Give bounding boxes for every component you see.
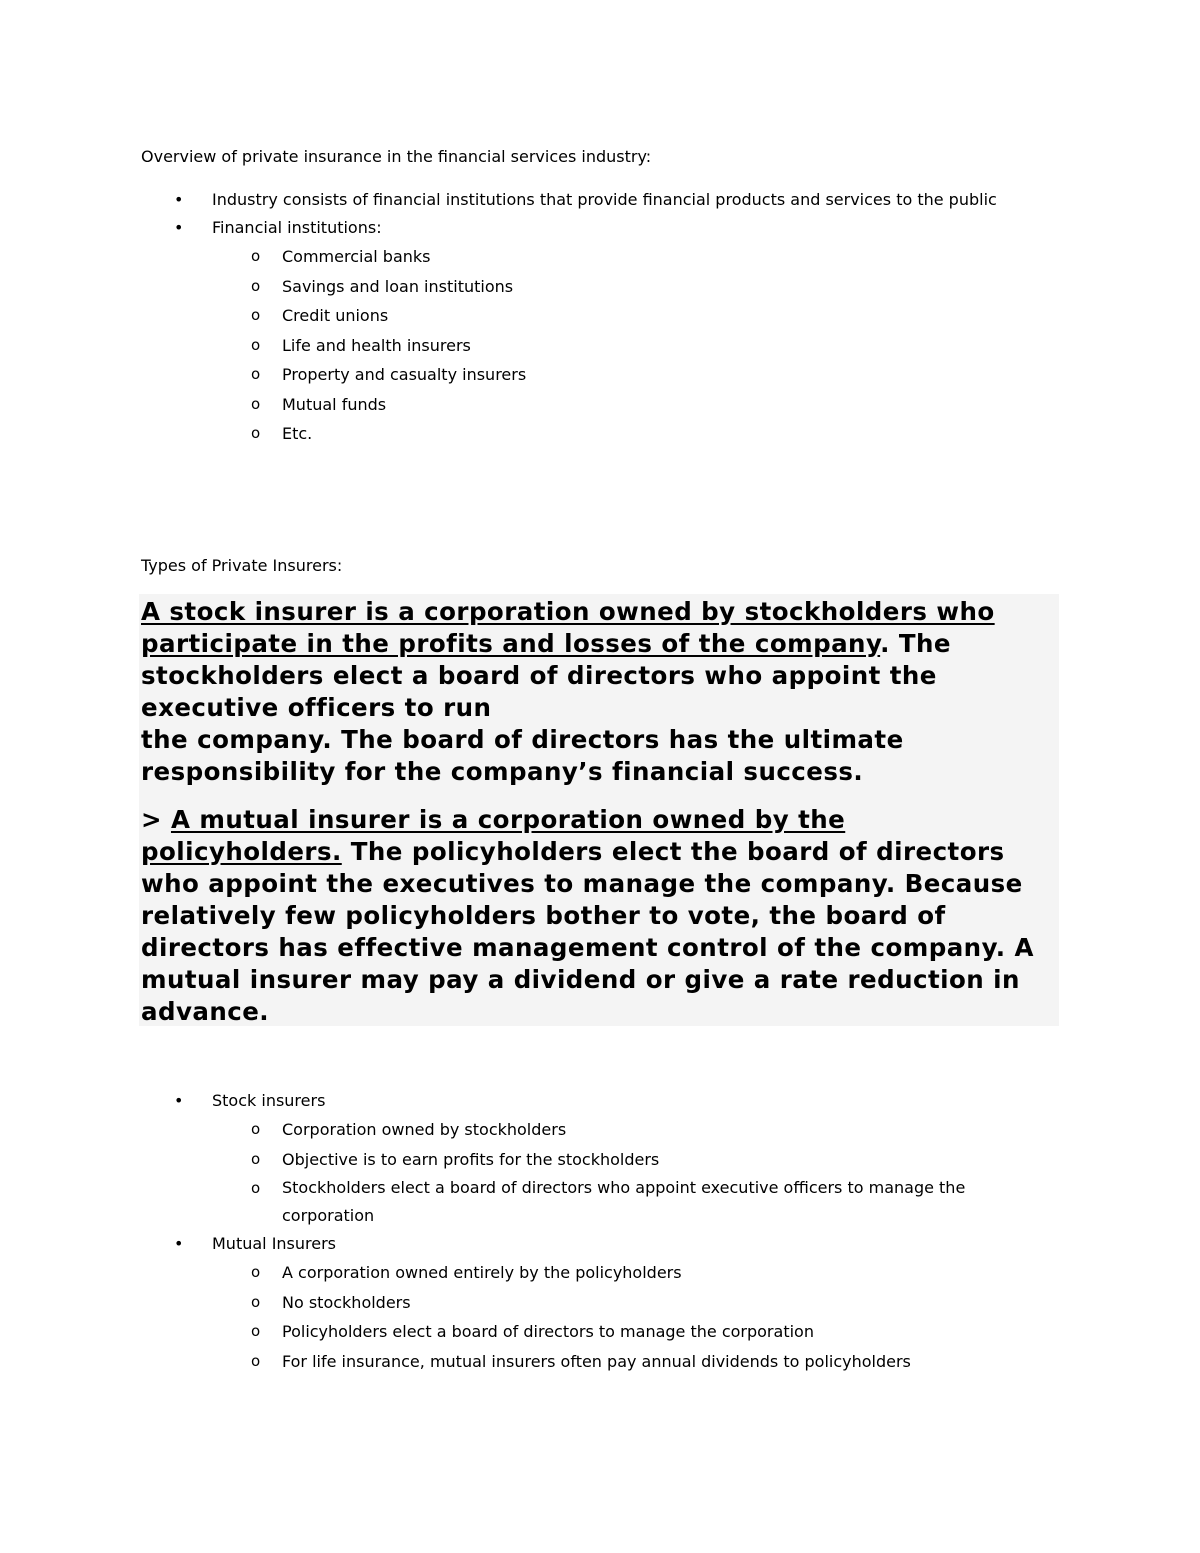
sub-list-item-text: Corporation owned by stockholders: [282, 1120, 567, 1139]
sub-list-item: [0, 1288, 1042, 1318]
sub-list-item: [0, 390, 1042, 420]
sub-bullet-icon: o: [251, 1149, 261, 1168]
sub-list-item-text: Life and health insurers: [282, 335, 471, 355]
quote-marker: >: [141, 805, 171, 834]
list-item: [0, 186, 1012, 214]
sub-list-item-text: For life insurance, mutual insurers often pay annual dividends to policyholders: [282, 1351, 911, 1371]
stock-insurer-text: . The stockholders elect a board of directors who appoint the executive officers to run: [141, 629, 951, 722]
mutual-insurer-definition: A mutual insurer is a corporation owned by the policyholders.: [141, 805, 846, 866]
types-heading: Types of Private Insurers:: [141, 556, 343, 575]
sub-list-item: [0, 1347, 1042, 1377]
sub-bullet-icon: o: [251, 1120, 261, 1138]
sub-bullet-icon: o: [251, 1263, 261, 1281]
sub-list-item: [0, 360, 1042, 390]
overview-list: [0, 186, 1200, 449]
sub-list-item: [0, 1115, 1042, 1145]
sub-list-item-text: A corporation owned entirely by the policyholders: [282, 1263, 682, 1282]
stock-insurer-definition: A stock insurer is a corporation owned by stockholders who participate in the profits and losses of the company: [141, 597, 995, 658]
sub-list-item: [0, 1174, 1042, 1230]
list-item-text: Stock insurers: [212, 1091, 326, 1110]
bullet-icon: •: [174, 218, 184, 237]
list-item-text: Financial institutions:: [212, 218, 382, 237]
sub-list-item: [0, 301, 1042, 331]
stock-insurer-paragraph: [141, 596, 1051, 788]
overview-heading: Overview of private insurance in the financial services industry:: [141, 147, 652, 166]
sub-bullet-icon: o: [251, 424, 261, 442]
sub-list-item: [0, 1145, 1042, 1175]
list-item: [0, 1087, 1012, 1115]
sub-bullet-icon: o: [251, 306, 261, 324]
list-item: [0, 1230, 1012, 1258]
sub-bullet-icon: o: [251, 394, 261, 413]
sub-bullet-icon: o: [251, 1292, 261, 1311]
list-item-text: Industry consists of financial institutions that provide financial products and services to the public: [212, 190, 997, 209]
stock-insurer-text-continued: the company. The board of directors has the ultimate responsibility for the company’s financial success.: [141, 725, 904, 786]
sub-list-item-text: Mutual funds: [282, 394, 387, 414]
mutual-insurer-text: The policyholders elect the board of directors who appoint the executives to manage the company. Because relatively few policyholders bother to vote, the board of directors has effective management control of the company. A mutual insurer may pay a dividend or give a rate reduction in advance.: [141, 837, 1034, 1026]
sub-list-item: [0, 1258, 1042, 1288]
sub-bullet-icon: o: [251, 1322, 261, 1340]
sub-list-item: [0, 1317, 1042, 1347]
sub-list-item-text: Etc.: [282, 424, 313, 443]
sub-bullet-icon: o: [251, 335, 261, 354]
bullet-icon: •: [174, 190, 184, 209]
sub-list-item: [0, 331, 1042, 361]
sub-list-item-text: Stockholders elect a board of directors who appoint executive officers to manage the corporation: [282, 1178, 966, 1225]
sub-bullet-icon: o: [251, 1351, 261, 1370]
sub-bullet-icon: o: [251, 276, 261, 295]
bullet-icon: •: [174, 1091, 184, 1110]
sub-list-item: [0, 272, 1042, 302]
sub-bullet-icon: o: [251, 365, 261, 383]
list-item: [0, 214, 1012, 242]
bullet-icon: •: [174, 1234, 184, 1253]
sub-bullet-icon: o: [251, 1179, 261, 1197]
mutual-insurer-paragraph: [141, 804, 1051, 1028]
sub-list-item: [0, 419, 1042, 449]
sub-bullet-icon: o: [251, 247, 261, 265]
sub-list-item-text: Property and casualty insurers: [282, 365, 527, 384]
insurer-types-list: [0, 1087, 1200, 1376]
sub-list-item-text: No stockholders: [282, 1292, 411, 1312]
sub-list-item: [0, 242, 1042, 272]
list-item-text: Mutual Insurers: [212, 1234, 337, 1253]
sub-list-item-text: Objective is to earn profits for the stockholders: [282, 1149, 660, 1169]
sub-list-item-text: Savings and loan institutions: [282, 276, 514, 296]
sub-list-item-text: Commercial banks: [282, 247, 431, 266]
sub-list-item-text: Credit unions: [282, 306, 389, 325]
sub-list-item-text: Policyholders elect a board of directors to manage the corporation: [282, 1322, 814, 1341]
